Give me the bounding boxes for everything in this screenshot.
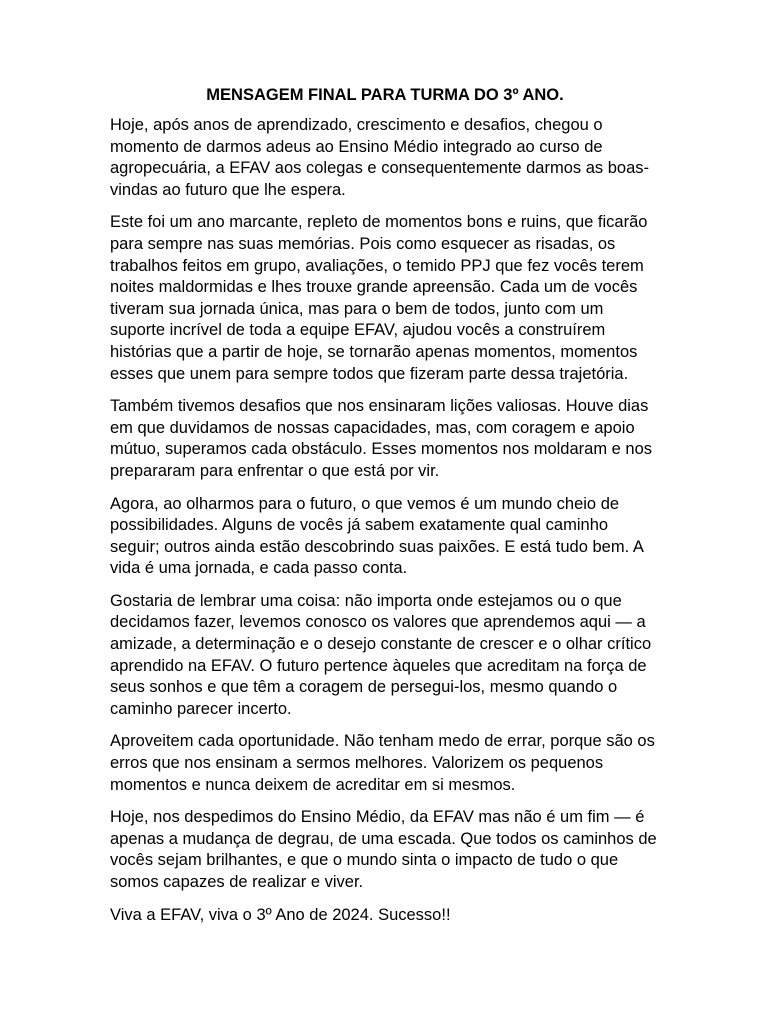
paragraph-closing: Viva a EFAV, viva o 3º Ano de 2024. Sucesso!! [110,905,451,924]
document-title: MENSAGEM FINAL PARA TURMA DO 3º ANO. [206,86,564,104]
paragraph-farewell: Hoje, nos despedimos do Ensino Médio, da EFAV mas não é um fim — é apenas a mudança de degrau, de uma escada. Que todos os caminhos de vocês sejam brilhantes, e que o mundo sinta o impacto de tudo o que somos capazes de realizar e viver. [110,808,657,891]
paragraph-future: Agora, ao olharmos para o futuro, o que vemos é um mundo cheio de possibilidades. Alguns de vocês já sabem exatamente qual caminho seguir; outros ainda estão descobrindo suas paixões. E está tudo bem. A vida é uma jornada, e cada passo conta. [110,494,643,578]
paragraph-challenges: Também tivemos desafios que nos ensinaram lições valiosas. Houve dias em que duvidamos de nossas capacidades, mas, com coragem e apoio mútuo, superamos cada obstáculo. Esses momentos nos moldaram e nos prepararam para enfrentar o que está por vir. [110,397,653,480]
paragraph-year: Este foi um ano marcante, repleto de momentos bons e ruins, que ficarão para sempre nas suas memórias. Pois como esquecer as risadas, os trabalhos feitos em grupo, avaliações, o temido PPJ que fez vocês terem noites maldormidas e lhes trouxe grande apreensão. Cada um de vocês tiveram sua jornada única, mas para o bem de todos, junto com um suporte incrível de toda a equipe EFAV, ajudou vocês a construírem histórias que a partir de hoje, se tornarão apenas momentos, momentos esses que unem para sempre todos que fizeram parte dessa trajetória. [110,213,648,383]
paragraph-intro: Hoje, após anos de aprendizado, crescimento e desafios, chegou o momento de darmos adeus ao Ensino Médio integrado ao curso de agropecuária, a EFAV aos colegas e consequentemente darmos as boas-vindas ao futuro que lhe espera. [110,116,650,199]
paragraph-opportunity: Aproveitem cada oportunidade. Não tenham medo de errar, porque são os erros que nos ensinam a sermos melhores. Valorizem os pequenos momentos e nunca deixem de acreditar em si mesmos. [110,732,655,794]
paragraph-values: Gostaria de lembrar uma coisa: não importa onde estejamos ou o que decidamos fazer, levemos conosco os valores que aprendemos aqui — a amizade, a determinação e o desejo constante de crescer e o olhar crítico aprendido na EFAV. O futuro pertence àqueles que acreditam na força de seus sonhos e que têm a coragem de persegui-los, mesmo quando o caminho parecer incerto. [110,591,652,718]
